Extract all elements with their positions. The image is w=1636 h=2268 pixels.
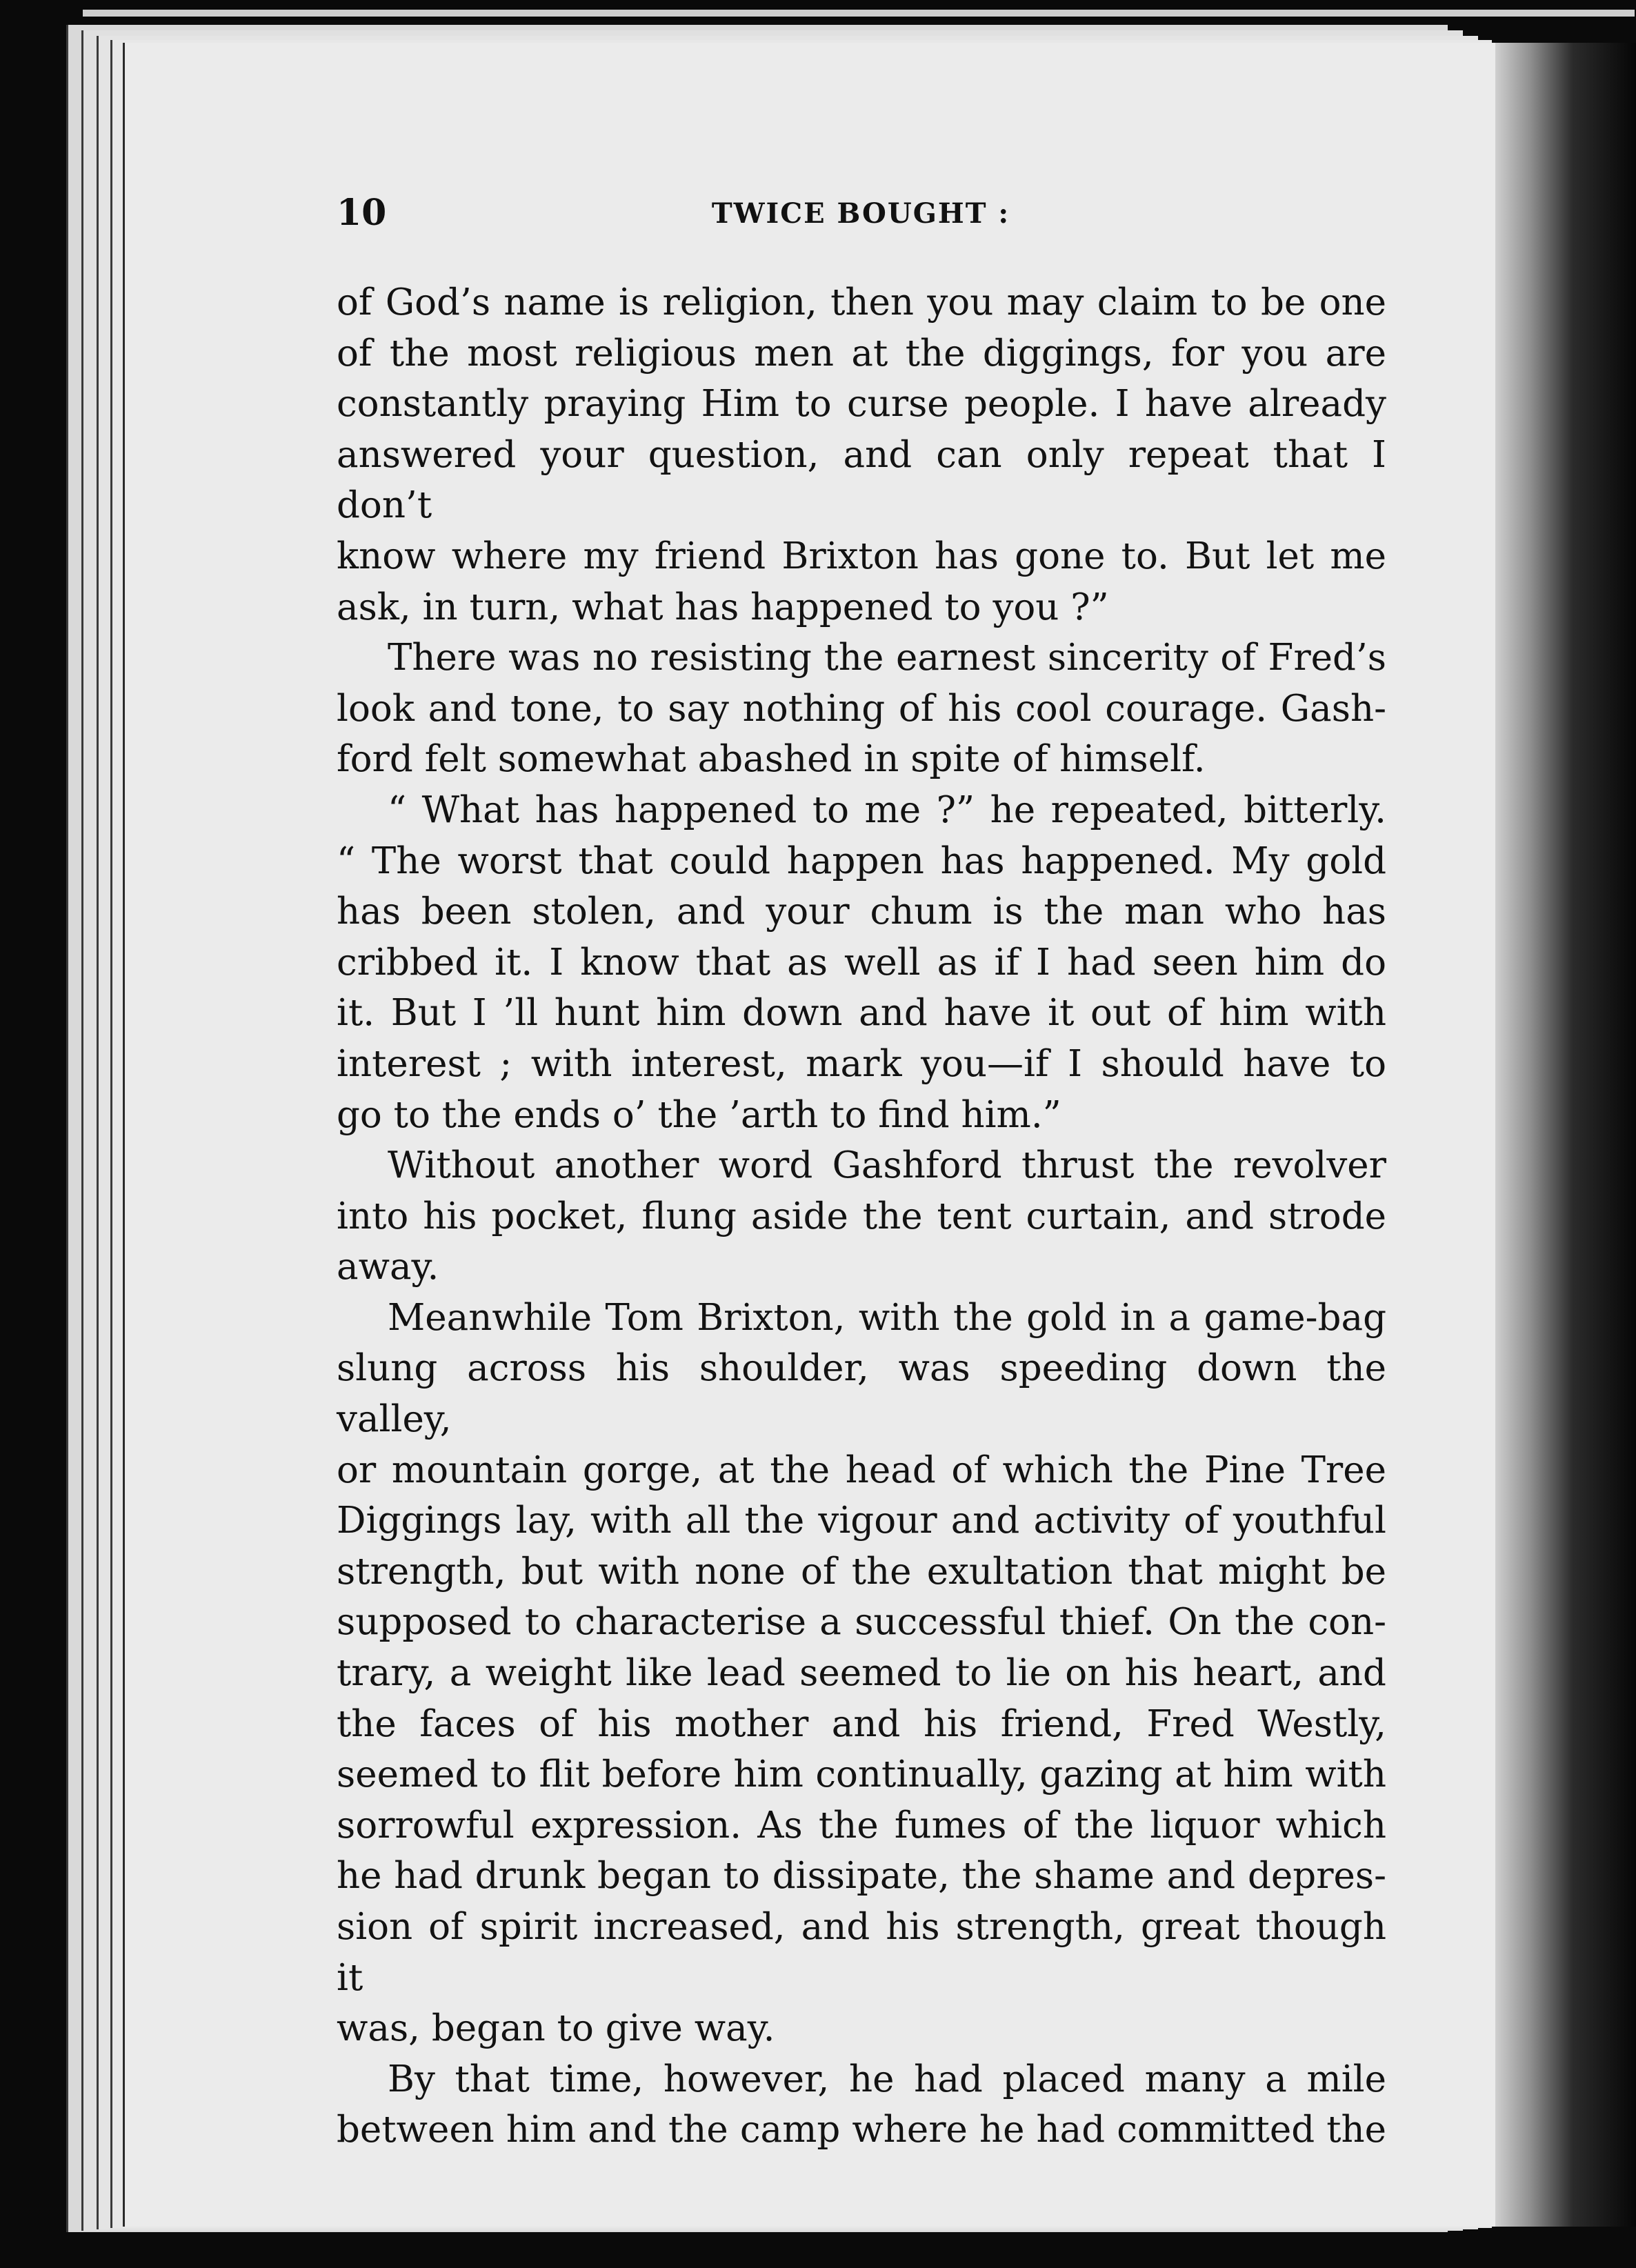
text-line: or mountain gorge, at the head of which the Pine Tree [337, 1449, 1386, 1491]
text-line: know where my friend Brixton has gone to. But let me [337, 535, 1386, 577]
text-line: cribbed it. I know that as well as if I had seen him do [337, 941, 1386, 984]
text-line: seemed to flit before him continually, gazing at him with [337, 1753, 1386, 1796]
text-line: was, began to give way. [337, 2007, 775, 2050]
text-line: Diggings lay, with all the vigour and activity of youthful [337, 1500, 1386, 1542]
text-line: has been stolen, and your chum is the man who has [337, 891, 1386, 933]
text-line: into his pocket, flung aside the tent curtain, and strode [337, 1195, 1386, 1237]
paragraph [337, 277, 1386, 633]
running-title: TWICE BOUGHT : [711, 197, 1010, 230]
text-line: slung across his shoulder, was speeding down the valley, [337, 1347, 1386, 1441]
paragraph [337, 785, 1386, 1140]
text-line: look and tone, to say nothing of his cool courage. Gash- [337, 687, 1386, 730]
body-text [337, 277, 1386, 2156]
text-line: “ What has happened to me ?” he repeated, bitterly. [388, 788, 1386, 831]
text-line: of God’s name is religion, then you may claim to be one [337, 281, 1386, 324]
paragraph [337, 633, 1386, 785]
text-line: sion of spirit increased, and his strength, great though it [337, 1906, 1386, 1999]
text-line: the faces of his mother and his friend, Fred Westly, [337, 1702, 1386, 1745]
text-line: away. [337, 1246, 439, 1289]
text-line: trary, a weight like lead seemed to lie on his heart, and [337, 1652, 1386, 1695]
text-line: of the most religious men at the diggings, for you are [337, 332, 1386, 375]
text-line: go to the ends o’ the ’arth to find him.” [337, 1093, 1061, 1136]
text-line: Without another word Gashford thrust the revolver [388, 1144, 1386, 1187]
text-line: Meanwhile Tom Brixton, with the gold in a game-bag [388, 1296, 1386, 1339]
text-line: interest ; with interest, mark you—if I should have to [337, 1042, 1386, 1085]
text-line: sorrowful expression. As the fumes of the liquor which [337, 1804, 1386, 1847]
text-line: ask, in turn, what has happened to you ?” [337, 586, 1109, 628]
text-line: strength, but with none of the exultation that might be [337, 1550, 1386, 1593]
running-header [337, 192, 1385, 236]
text-line: he had drunk began to dissipate, the shame and depres- [337, 1855, 1386, 1898]
text-line: it. But I ’ll hunt him down and have it out of him with [337, 992, 1386, 1035]
text-line: By that time, however, he had placed many a mile [388, 2058, 1386, 2100]
text-line: “ The worst that could happen has happened. My gold [337, 839, 1386, 882]
text-line: ford felt somewhat abashed in spite of himself. [337, 738, 1206, 781]
text-line: between him and the camp where he had committed the [337, 2109, 1386, 2151]
text-line: answered your question, and can only repeat that I don’t [337, 433, 1386, 527]
book-top-edge [83, 10, 1635, 17]
text-line: There was no resisting the earnest sincerity of Fred’s [388, 637, 1386, 679]
page-number: 10 [337, 192, 387, 234]
book-gutter-shadow [1495, 43, 1636, 2227]
text-line: constantly praying Him to curse people. I have already [337, 383, 1386, 426]
text-line: supposed to characterise a successful thief. On the con- [337, 1601, 1386, 1644]
paragraph [337, 1140, 1386, 1293]
paragraph [337, 2054, 1386, 2156]
paragraph [337, 1293, 1386, 2054]
